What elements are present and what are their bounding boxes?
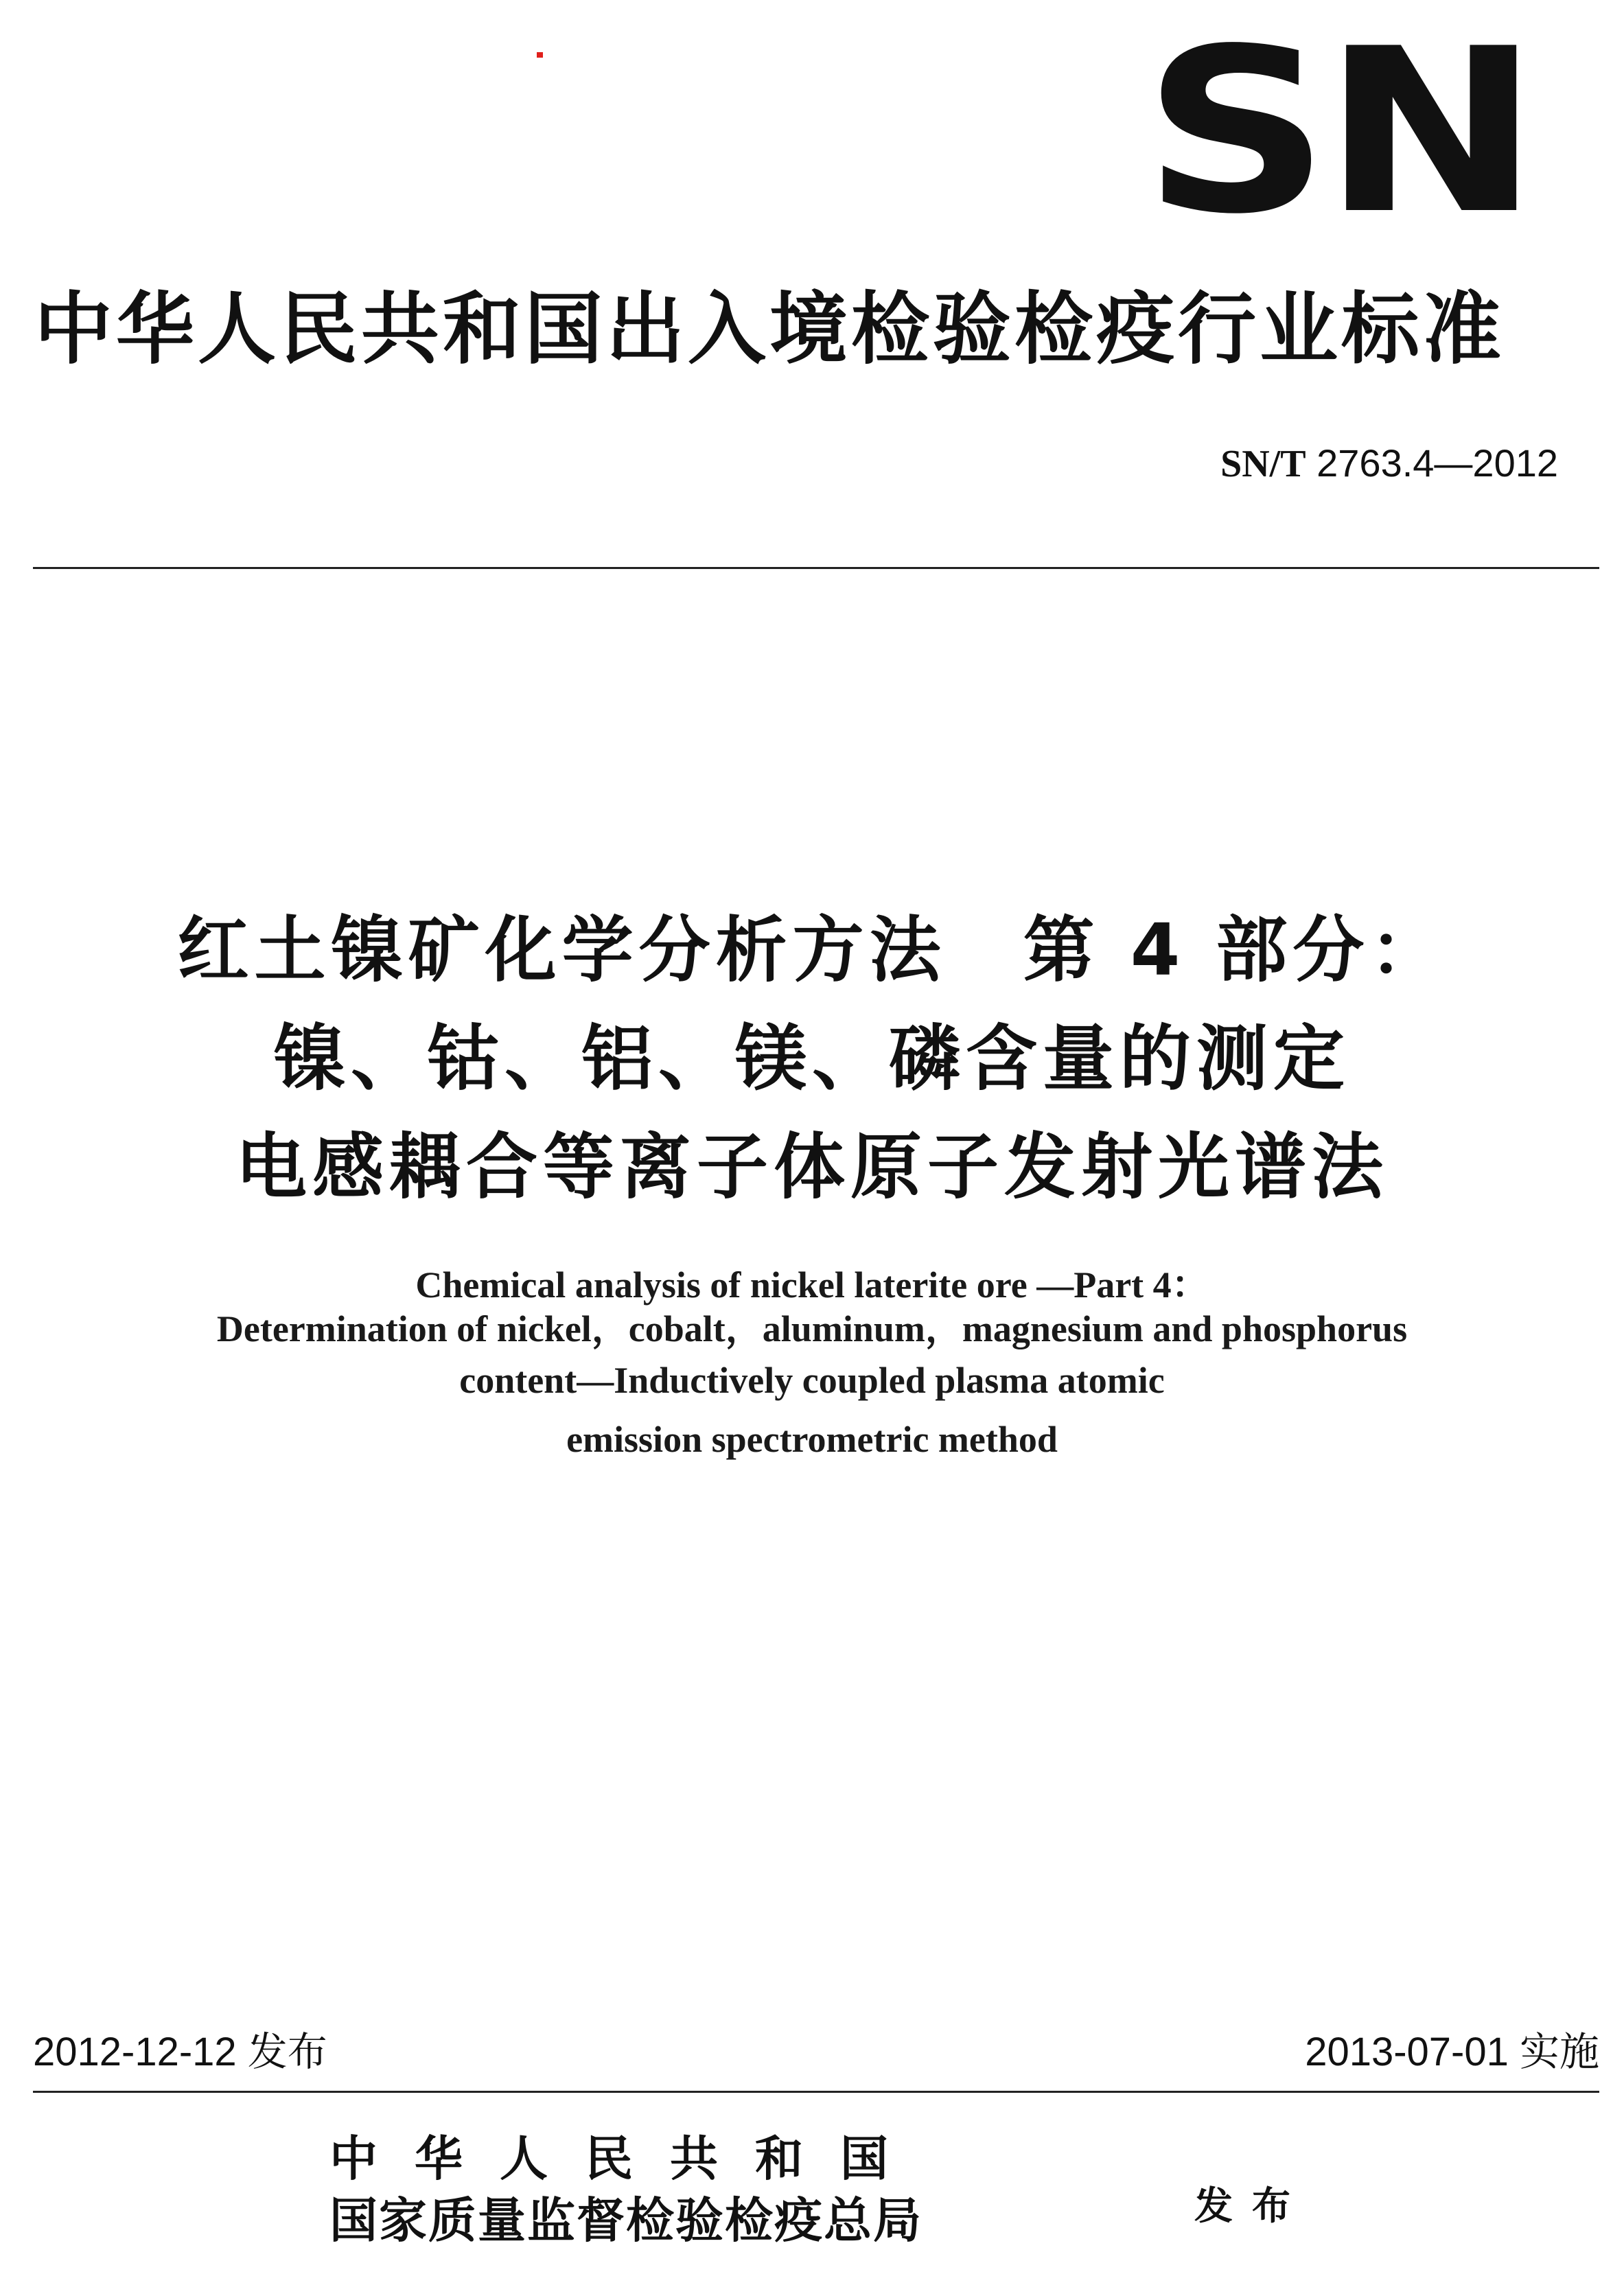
issuer-line-2: 国家质量监督检验检疫总局 <box>329 2192 923 2249</box>
publish-label: 发布 <box>1194 2184 1310 2229</box>
chinese-title <box>0 896 1624 1221</box>
bottom-divider <box>33 2091 1599 2093</box>
chinese-title-line-1: 红土镍矿化学分析方法 第 4 部分： <box>177 908 1447 992</box>
sn-logo: SN <box>1142 0 1533 264</box>
standard-prefix: SN/T <box>1220 443 1306 485</box>
english-title-line-4: emission spectrometric method <box>566 1419 1058 1460</box>
chinese-title-line-3: 电感耦合等离子体原子发射光谱法 <box>235 1125 1389 1209</box>
english-title-line-2: Determination of nickel，cobalt，aluminum，magnesium and phosphorus <box>216 1308 1408 1349</box>
issuing-authority <box>329 2128 925 2251</box>
issue-date: 2012-12-12 发布 <box>33 2030 327 2074</box>
english-title-line-1: Chemical analysis of nickel laterite ore —Part 4： <box>415 1264 1209 1306</box>
org-title: 中华人民共和国出入境检验检疫行业标准 <box>34 283 1505 375</box>
implementation-date: 2013-07-01 实施 <box>1305 2030 1599 2074</box>
standard-code: 2763.4—2012 <box>1316 441 1558 485</box>
english-title <box>0 1263 1624 1469</box>
chinese-title-line-2: 镍、钴、铝、镁、磷含量的测定 <box>273 1017 1350 1100</box>
english-title-line-3: content—Inductively coupled plasma atomic <box>459 1360 1165 1401</box>
top-divider <box>33 567 1599 569</box>
issuer-line-1: 中华人民共和国 <box>329 2130 925 2187</box>
red-mark <box>537 52 543 58</box>
standard-number <box>1220 439 1558 488</box>
